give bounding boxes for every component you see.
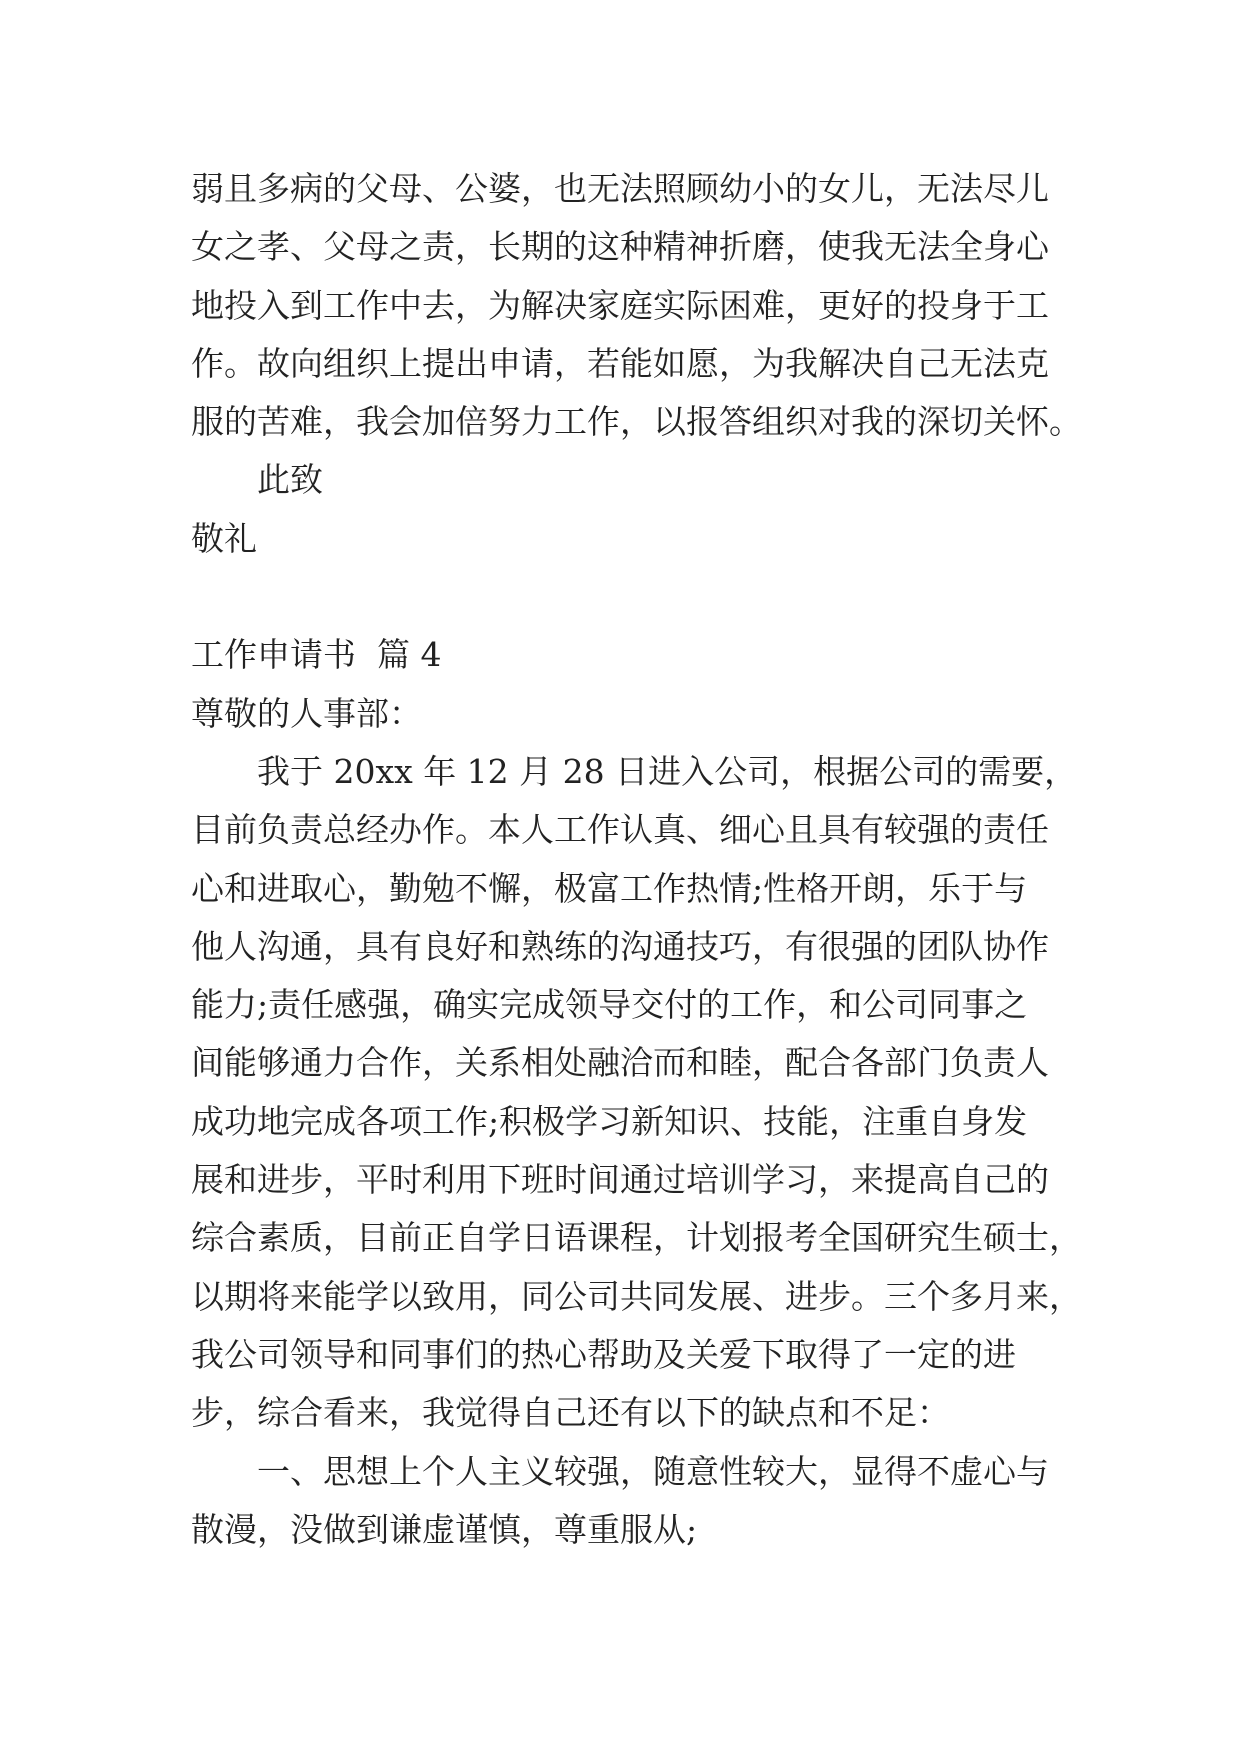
- body-line: 能力;责任感强，确实完成领导交付的工作，和公司同事之: [191, 985, 1028, 1025]
- closing-salute: 敬礼: [191, 518, 257, 558]
- body-line: 目前负责总经办作。本人工作认真、细心且具有较强的责任: [191, 810, 1049, 850]
- body-line: 服的苦难，我会加倍努力工作，以报答组织对我的深切关怀。: [191, 402, 1082, 442]
- closing-respect: 此致: [257, 460, 323, 500]
- salutation: 尊敬的人事部：: [191, 693, 422, 733]
- body-line: 我于 20xx 年 12 月 28 日进入公司，根据公司的需要，: [257, 751, 1078, 791]
- body-line: 弱且多病的父母、公婆，也无法照顾幼小的女儿，无法尽儿: [191, 169, 1049, 208]
- body-line: 我公司领导和同事们的热心帮助及关爱下取得了一定的进: [191, 1334, 1016, 1374]
- body-line: 间能够通力合作，关系相处融洽而和睦，配合各部门负责人: [191, 1043, 1049, 1083]
- body-line: 地投入到工作中去，为解决家庭实际困难，更好的投身于工: [191, 285, 1049, 325]
- body-line: 步，综合看来，我觉得自己还有以下的缺点和不足：: [191, 1393, 950, 1433]
- body-line: 以期将来能学以致用，同公司共同发展、进步。三个多月来，: [191, 1276, 1082, 1316]
- body-line: 他人沟通，具有良好和熟练的沟通技巧，有很强的团队协作: [191, 926, 1049, 966]
- body-line: 综合素质，目前正自学日语课程，计划报考全国研究生硕士，: [191, 1218, 1082, 1258]
- body-line: 作。故向组织上提出申请，若能如愿，为我解决自己无法克: [191, 343, 1049, 383]
- body-line: 成功地完成各项工作;积极学习新知识、技能，注重自身发: [191, 1101, 1028, 1141]
- section-heading: 工作申请书 篇 4: [191, 635, 442, 675]
- body-line: 展和进步，平时利用下班时间通过培训学习，来提高自己的: [191, 1160, 1049, 1200]
- body-line: 一、思想上个人主义较强，随意性较大，显得不虚心与: [257, 1451, 1049, 1491]
- body-line: 散漫，没做到谦虚谨慎，尊重服从;: [191, 1509, 698, 1549]
- body-line: 心和进取心，勤勉不懈，极富工作热情;性格开朗，乐于与: [191, 868, 1028, 908]
- body-line: 女之孝、父母之责，长期的这种精神折磨，使我无法全身心: [191, 227, 1049, 267]
- blank-line: [191, 568, 1061, 626]
- document-body: [191, 160, 1082, 1559]
